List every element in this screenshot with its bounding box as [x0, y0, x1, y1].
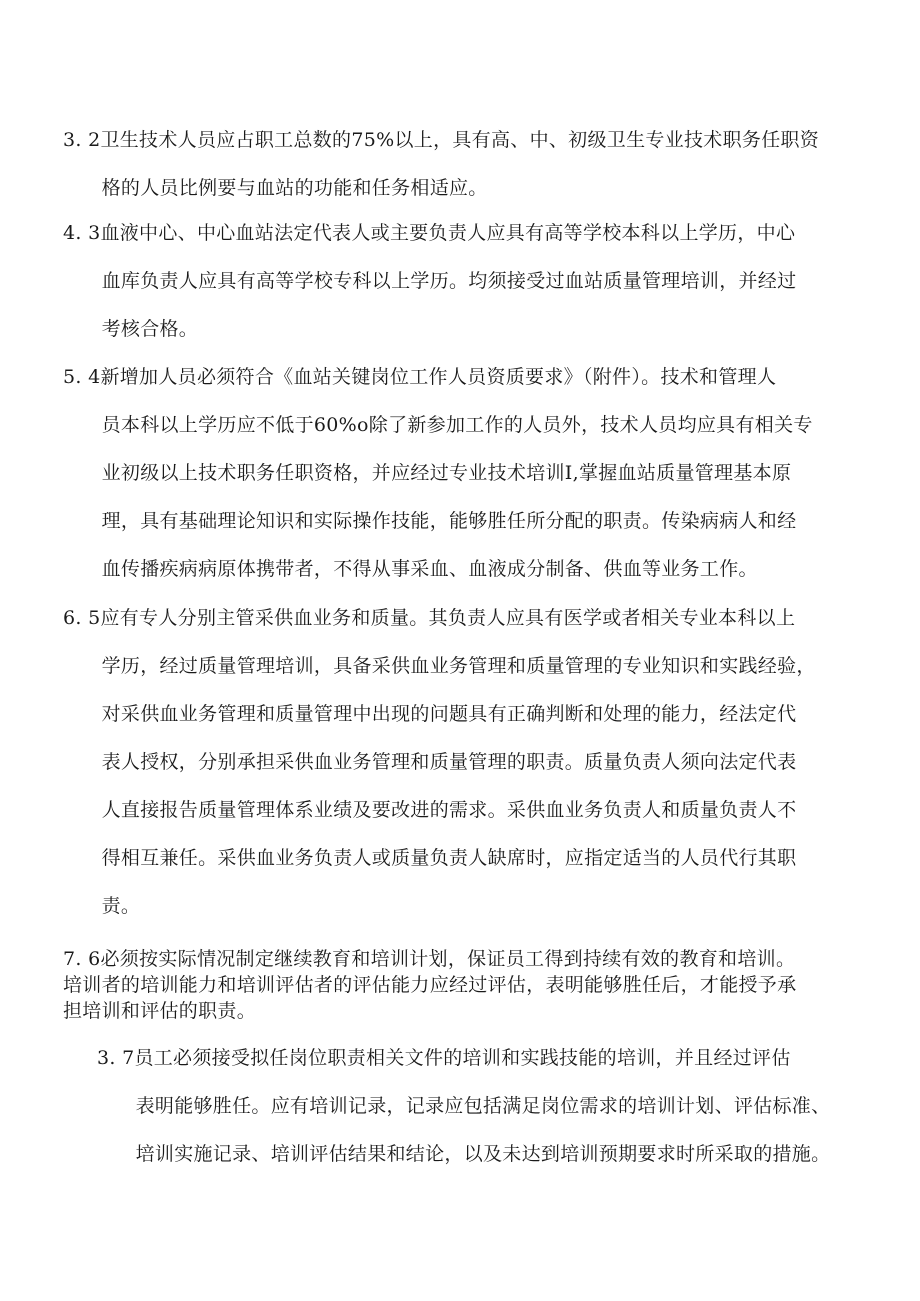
- text-line: 担培训和评估的职责。: [63, 1000, 257, 1022]
- paragraph-6-5: [63, 594, 816, 930]
- text-line: 表人授权，分别承担采供血业务管理和质量管理的职责。质量负责人须向法定代表: [63, 751, 797, 773]
- text-line: 人直接报告质量管理体系业绩及要改进的需求。采供血业务负责人和质量负责人不: [63, 799, 797, 821]
- text-line: 培训者的培训能力和培训评估者的评估能力应经过评估，表明能够胜任后，才能授予承: [63, 974, 797, 996]
- paragraph-5-4: [63, 353, 813, 593]
- paragraph-3-7: [97, 1034, 830, 1178]
- text-line: 理，具有基础理论知识和实际操作技能，能够胜任所分配的职责。传染病病人和经: [63, 510, 797, 532]
- text-line: 血传播疾病病原体携带者，不得从事采血、血液成分制备、供血等业务工作。: [63, 558, 758, 580]
- text-line: 血库负责人应具有高等学校专科以上学历。均须接受过血站质量管理培训，并经过: [63, 270, 797, 292]
- text-line: 3. 7员工必须接受拟任岗位职责相关文件的培训和实践技能的培训，并且经过评估: [97, 1047, 791, 1069]
- text-line: 对采供血业务管理和质量管理中出现的问题具有正确判断和处理的能力，经法定代: [63, 703, 797, 725]
- paragraph-7-6: [63, 946, 796, 1024]
- text-line: 7. 6必须按实际情况制定继续教育和培训计划，保证员工得到持续有效的教育和培训。: [63, 948, 796, 970]
- text-line: 学历，经过质量管理培训，具备采供血业务管理和质量管理的专业知识和实践经验，: [63, 655, 816, 677]
- text-line: 6. 5应有专人分别主管采供血业务和质量。其负责人应具有医学或者相关专业本科以上: [63, 607, 796, 629]
- text-line: 格的人员比例要与血站的功能和任务相适应。: [63, 177, 488, 199]
- text-line: 员本科以上学历应不低于60%o除了新参加工作的人员外，技术人员均应具有相关专: [63, 414, 813, 436]
- text-line: 3. 2卫生技术人员应占职工总数的75%以上，具有高、中、初级卫生专业技术职务任职资: [63, 129, 820, 151]
- text-line: 表明能够胜任。应有培训记录，记录应包括满足岗位需求的培训计划、评估标准、: [97, 1095, 831, 1117]
- paragraph-3-2: [63, 116, 819, 212]
- text-line: 责。: [63, 895, 141, 917]
- text-line: 得相互兼任。采供血业务负责人或质量负责人缺席时，应指定适当的人员代行其职: [63, 847, 797, 869]
- paragraph-4-3: [63, 209, 796, 353]
- text-line: 5. 4新增加人员必须符合《血站关键岗位工作人员资质要求》（附件）。技术和管理人: [63, 366, 777, 388]
- text-line: 4. 3血液中心、中心血站法定代表人或主要负责人应具有高等学校本科以上学历，中心: [63, 222, 796, 244]
- text-line: 业初级以上技术职务任职资格，并应经过专业技术培训I,掌握血站质量管理基本原: [63, 462, 792, 484]
- text-line: 培训实施记录、培训评估结果和结论，以及未达到培训预期要求时所采取的措施。: [97, 1143, 831, 1165]
- text-line: 考核合格。: [63, 318, 199, 340]
